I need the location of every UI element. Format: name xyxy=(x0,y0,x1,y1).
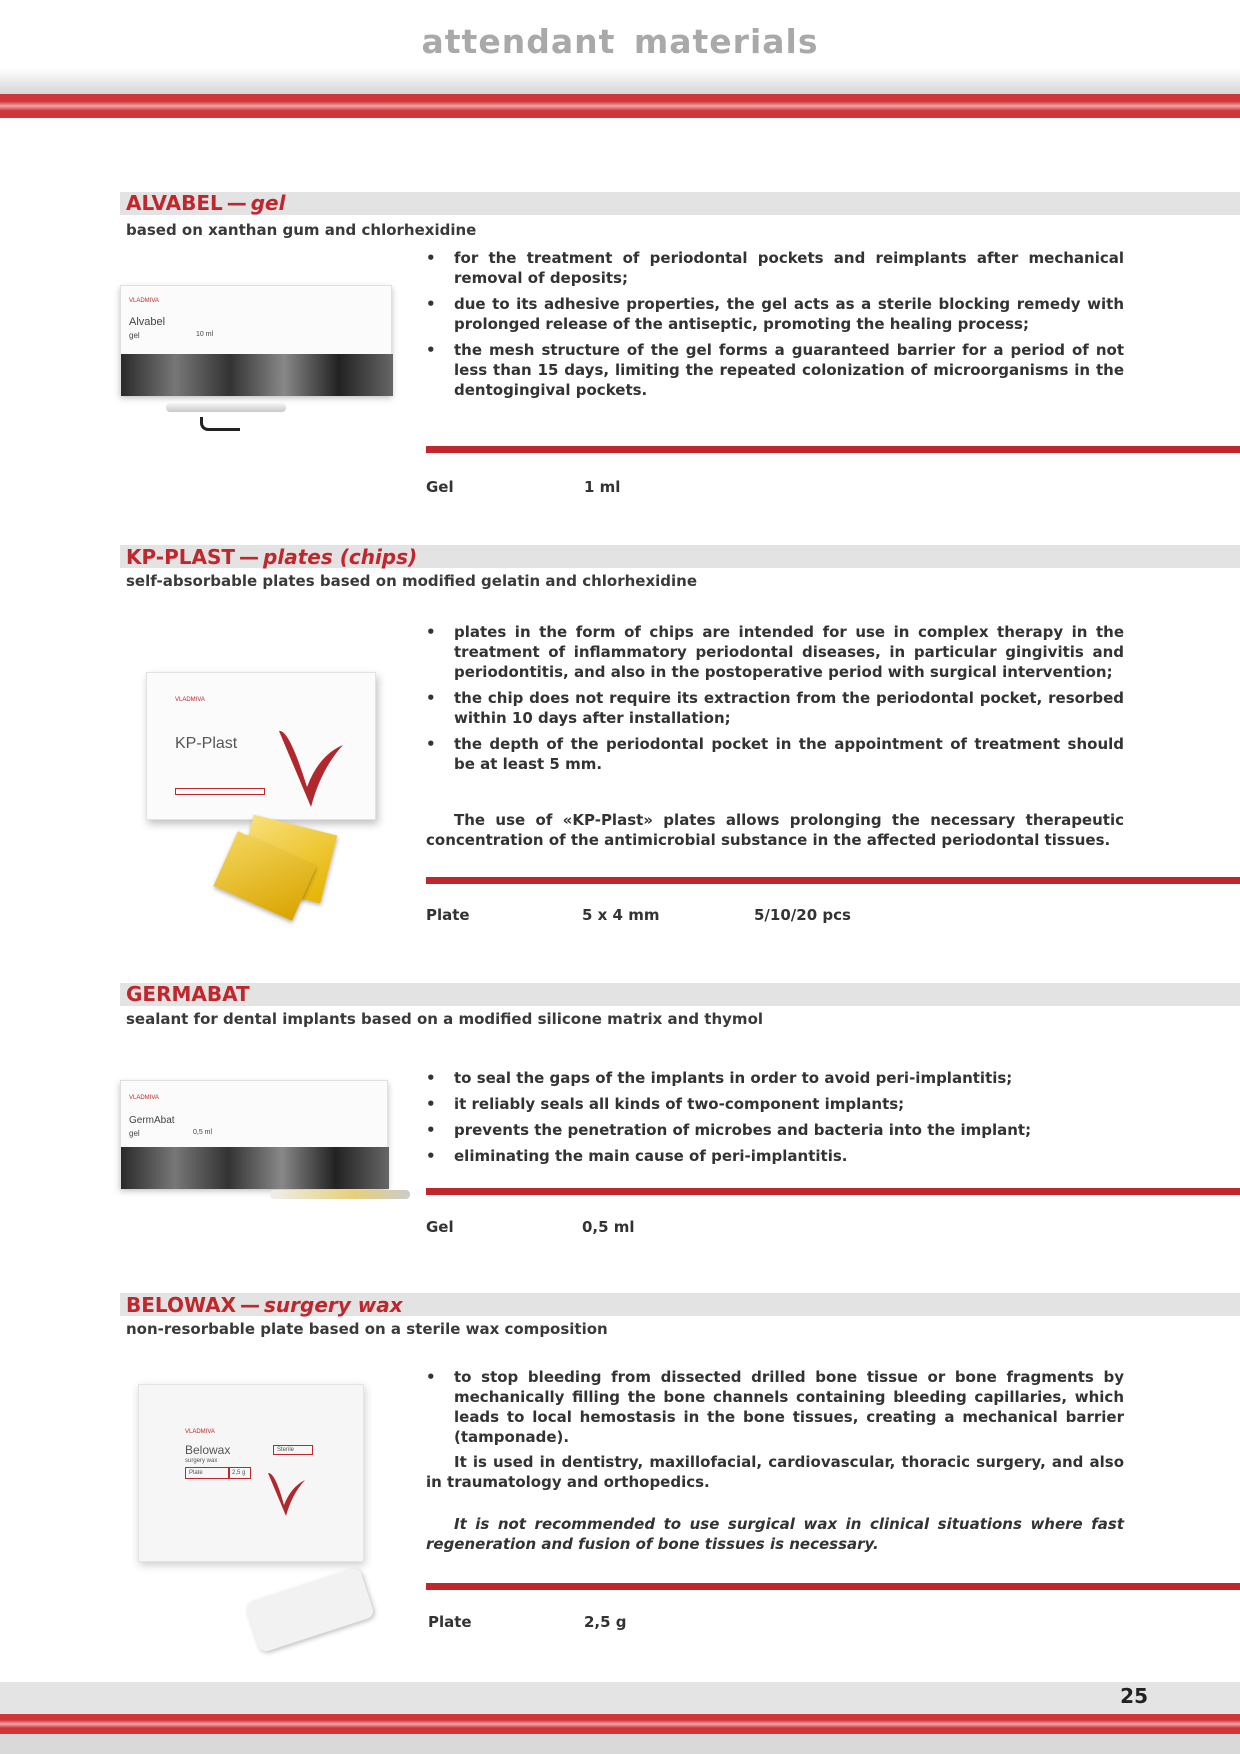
germabat-bullet-list xyxy=(426,1068,1124,1172)
bullet-item: • the depth of the periodontal pocket in the appointment of treatment should be at least 5 mm. xyxy=(426,734,1124,774)
brand-label: VLADMIVA xyxy=(185,1429,215,1435)
box-product-form: gel xyxy=(129,1129,140,1138)
belowax-red-rule xyxy=(426,1583,1240,1590)
product-box xyxy=(146,672,376,820)
box-volume: 0,5 ml xyxy=(193,1129,213,1136)
belowax-subtitle: non-resorbable plate based on a sterile wax composition xyxy=(126,1320,608,1338)
alvabel-title xyxy=(126,191,285,215)
kpplast-bullet-list xyxy=(426,622,1124,780)
box-volume: 10 ml xyxy=(196,331,214,338)
box-product-form: gel xyxy=(129,331,140,340)
box-photo-strip xyxy=(121,354,393,396)
product-name: KP-PLAST xyxy=(126,545,236,569)
weight-label: 2,5 g xyxy=(229,1467,251,1479)
bullet-item: • due to its adhesive properties, the gel acts as a sterile blocking remedy with prolonged release of the antiseptic, promoting the healing process; xyxy=(426,294,1124,334)
belowax-paragraph: It is used in dentistry, maxillofacial, cardiovascular, thoracic surgery, and also in traumatology and orthopedics. xyxy=(426,1453,1124,1491)
title-dash: — xyxy=(240,1293,260,1317)
footer-grey-band xyxy=(0,1682,1240,1714)
bullet-item: • it reliably seals all kinds of two-component implants; xyxy=(426,1094,1124,1114)
bullet-item: • plates in the form of chips are intended for use in complex therapy in the treatment of inflammatory periodontal diseases, in particular gingivitis and periodontitis, and also in the postoperative period with surgical intervention; xyxy=(426,622,1124,682)
page-header-title: attendant materials xyxy=(421,22,819,61)
footer-red-band xyxy=(0,1714,1240,1734)
kpplast-spec-type: Plate xyxy=(426,906,470,924)
alvabel-bullet-list xyxy=(426,248,1124,406)
kpplast-subtitle: self-absorbable plates based on modified gelatin and chlorhexidine xyxy=(126,572,698,590)
product-sachet xyxy=(138,1384,364,1562)
title-dash: — xyxy=(226,191,247,215)
germabat-product-image xyxy=(120,1080,420,1208)
footer-bottom-band xyxy=(0,1734,1240,1754)
belowax-spec-type: Plate xyxy=(428,1613,472,1631)
product-form: surgery wax xyxy=(264,1293,403,1317)
alvabel-subtitle: based on xanthan gum and chlorhexidine xyxy=(126,221,477,239)
sachet-product-name: Belowax xyxy=(185,1443,231,1457)
kpplast-spec-pack: 5/10/20 pcs xyxy=(754,906,851,924)
belowax-note: It is not recommended to use surgical wax in clinical situations where fast regeneration and fusion of bone tissues is necessary. xyxy=(426,1515,1124,1553)
box-label-field xyxy=(175,788,265,795)
bullet-item: • for the treatment of periodontal pockets and reimplants after mechanical removal of deposits; xyxy=(426,248,1124,288)
page-number: 25 xyxy=(1120,1684,1148,1708)
brand-label: VLADMIVA xyxy=(129,298,159,304)
header-red-band xyxy=(0,94,1240,118)
box-product-name: KP-Plast xyxy=(175,735,238,752)
bullet-item: • to seal the gaps of the implants in order to avoid peri-implantitis; xyxy=(426,1068,1124,1088)
kpplast-paragraph: The use of «KP-Plast» plates allows prolonging the necessary therapeutic concentration of the antimicrobial substance in the affected periodontal tissues. xyxy=(426,811,1124,849)
kpplast-spec-size: 5 x 4 mm xyxy=(582,906,660,924)
applicator-tip-icon xyxy=(200,417,240,431)
bullet-item: • prevents the penetration of microbes and bacteria into the implant; xyxy=(426,1120,1124,1140)
bullet-item: • eliminating the main cause of peri-implantitis. xyxy=(426,1146,1124,1166)
sterile-label: Sterile xyxy=(273,1445,313,1455)
germabat-red-rule xyxy=(426,1188,1240,1195)
sachet-product-form: surgery wax xyxy=(185,1458,218,1464)
product-box xyxy=(120,285,392,395)
alvabel-spec-type: Gel xyxy=(426,478,454,496)
product-form: plates (chips) xyxy=(263,545,418,569)
germabat-title-bar xyxy=(120,983,1240,1006)
brand-label: VLADMIVA xyxy=(175,697,205,703)
alvabel-red-rule xyxy=(426,446,1240,453)
belowax-spec-size: 2,5 g xyxy=(584,1613,627,1631)
kpplast-title xyxy=(126,545,417,569)
alvabel-title-bar xyxy=(120,192,1240,215)
alvabel-spec-size: 1 ml xyxy=(584,478,621,496)
plate-label: Plate xyxy=(185,1467,229,1479)
box-product-name: GermAbat xyxy=(129,1115,175,1126)
box-photo-strip xyxy=(121,1147,389,1189)
box-product-name: Alvabel xyxy=(129,316,166,328)
product-name: GERMABAT xyxy=(126,982,250,1006)
bullet-item: • to stop bleeding from dissected drilled bone tissue or bone fragments by mechanically filling the bone channels containing bleeding capillaries, which leads to local hemostasis in the bone tissues, creating a mechanical barrier (tamponade). xyxy=(426,1367,1124,1447)
bullet-item: • the mesh structure of the gel forms a guaranteed barrier for a period of not less than 15 days, limiting the repeated colonization of microorganisms in the dentogingival pockets. xyxy=(426,340,1124,400)
belowax-bullet-list xyxy=(426,1367,1124,1453)
wax-plate-icon xyxy=(245,1567,375,1654)
belowax-title xyxy=(126,1293,403,1317)
checkmark-logo-icon xyxy=(277,725,347,809)
bullet-item: • the chip does not require its extraction from the periodontal pocket, resorbed within 10 days after installation; xyxy=(426,688,1124,728)
brand-label: VLADMIVA xyxy=(129,1095,159,1101)
product-name: ALVABEL xyxy=(126,191,223,215)
product-name: BELOWAX xyxy=(126,1293,236,1317)
product-box xyxy=(120,1080,388,1188)
syringe-icon xyxy=(270,1190,410,1199)
kpplast-product-image xyxy=(140,668,390,908)
alvabel-product-image xyxy=(120,285,392,440)
germabat-spec-size: 0,5 ml xyxy=(582,1218,635,1236)
title-dash: — xyxy=(239,545,260,569)
syringe-icon xyxy=(166,403,286,412)
kpplast-red-rule xyxy=(426,877,1240,884)
header-shade-band xyxy=(0,68,1240,94)
germabat-title xyxy=(126,982,250,1006)
checkmark-logo-icon xyxy=(267,1469,307,1517)
germabat-spec-type: Gel xyxy=(426,1218,454,1236)
product-form: gel xyxy=(250,191,286,215)
germabat-subtitle: sealant for dental implants based on a modified silicone matrix and thymol xyxy=(126,1010,764,1028)
belowax-product-image xyxy=(136,1384,396,1644)
